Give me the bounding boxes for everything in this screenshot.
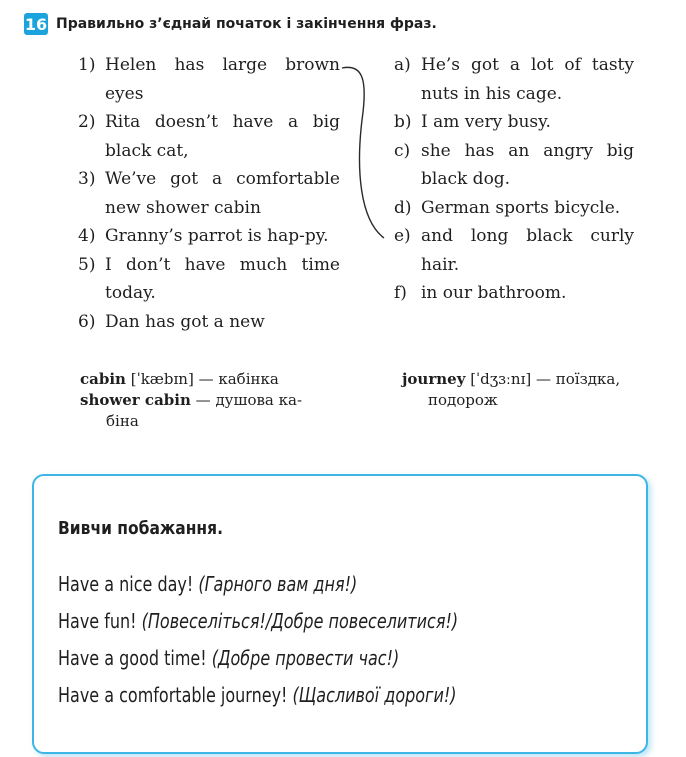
glossary-left [80,369,340,432]
ending-item-c [394,137,634,194]
beginning-number: 2) [78,112,96,132]
wishes-list [58,566,558,714]
ending-item-e [394,222,634,279]
ending-text: He’s got a lot of tasty nuts in his cage. [421,55,634,104]
beginning-item-6 [78,308,340,337]
matching-line [340,60,390,250]
wish-translation: (Щасливої дороги!) [292,683,457,707]
ending-letter: a) [394,55,411,75]
ending-text: in our bathroom. [421,283,567,303]
wish-english: Have a good time! [58,646,207,670]
wish-english: Have fun! [58,609,137,633]
glossary-definition: [ˈdʒɜːnɪ] — поїздка, [470,370,621,388]
wish-item [58,603,458,640]
beginnings-column [78,51,340,336]
glossary-definition-continued: подорож [428,391,498,409]
endings-column [394,51,634,308]
beginning-item-1 [78,51,340,108]
ending-text: and long black curly hair. [421,226,634,275]
beginning-text: Granny’s parrot is hap-py. [105,226,329,246]
wish-item [58,566,458,603]
ending-letter: b) [394,112,412,132]
wish-item [58,640,458,677]
glossary-entry-cabin [80,369,340,390]
task-header [24,13,437,35]
beginning-item-3 [78,165,340,222]
ending-text: she has an angry big black dog. [421,140,634,189]
beginning-item-2 [78,108,340,165]
beginning-text: Rita doesn’t have a big black cat, [105,112,340,161]
ending-letter: c) [394,140,411,161]
glossary-entry-shower-cabin [80,390,340,411]
beginning-number: 4) [78,226,96,246]
wishes-title: Вивчи побажання. [58,518,223,539]
wish-english: Have a nice day! [58,572,194,596]
wish-item [58,677,458,714]
ending-item-d [394,194,634,223]
ending-letter: d) [394,197,412,218]
task-number-badge: 16 [24,14,48,34]
beginning-number: 5) [78,254,96,275]
beginning-text: I don’t have much time today. [105,254,340,303]
ending-item-b [394,108,634,137]
ending-text: German sports bicycle. [421,197,621,218]
wish-translation: (Повеселіться!/Добре повеселитися!) [141,609,459,633]
ending-letter: f) [394,283,407,303]
glossary-term: journey [402,370,466,388]
beginning-text: We’ve got a comfortable new shower cabin [105,169,340,218]
beginning-number: 1) [78,55,96,75]
ending-letter: e) [394,226,411,246]
wish-translation: (Гарного вам дня!) [198,572,358,596]
ending-item-a [394,51,634,108]
glossary-right [402,369,652,411]
glossary-definition-continued: біна [106,412,139,430]
glossary-definition: — душова ка- [195,391,303,409]
task-instruction: Правильно з’єднай початок і закінчення фраз. [56,16,437,32]
wishes-box [32,474,648,754]
wish-english: Have a comfortable journey! [58,683,288,707]
beginning-item-5 [78,251,340,308]
wish-translation: (Добре провести час!) [211,646,400,670]
glossary-entry-journey [402,369,652,390]
glossary-term: cabin [80,370,126,388]
beginning-number: 3) [78,169,96,189]
ending-item-f [394,279,634,308]
glossary-term: shower cabin [80,391,191,409]
beginning-number: 6) [78,311,96,332]
matching-curve [342,67,384,238]
beginning-text: Helen has large brown eyes [105,55,340,104]
beginning-text: Dan has got a new [105,311,265,332]
beginning-item-4 [78,222,340,251]
glossary-definition: [ˈkæbɪn] — кабінка [130,370,279,388]
ending-text: I am very busy. [421,112,551,132]
